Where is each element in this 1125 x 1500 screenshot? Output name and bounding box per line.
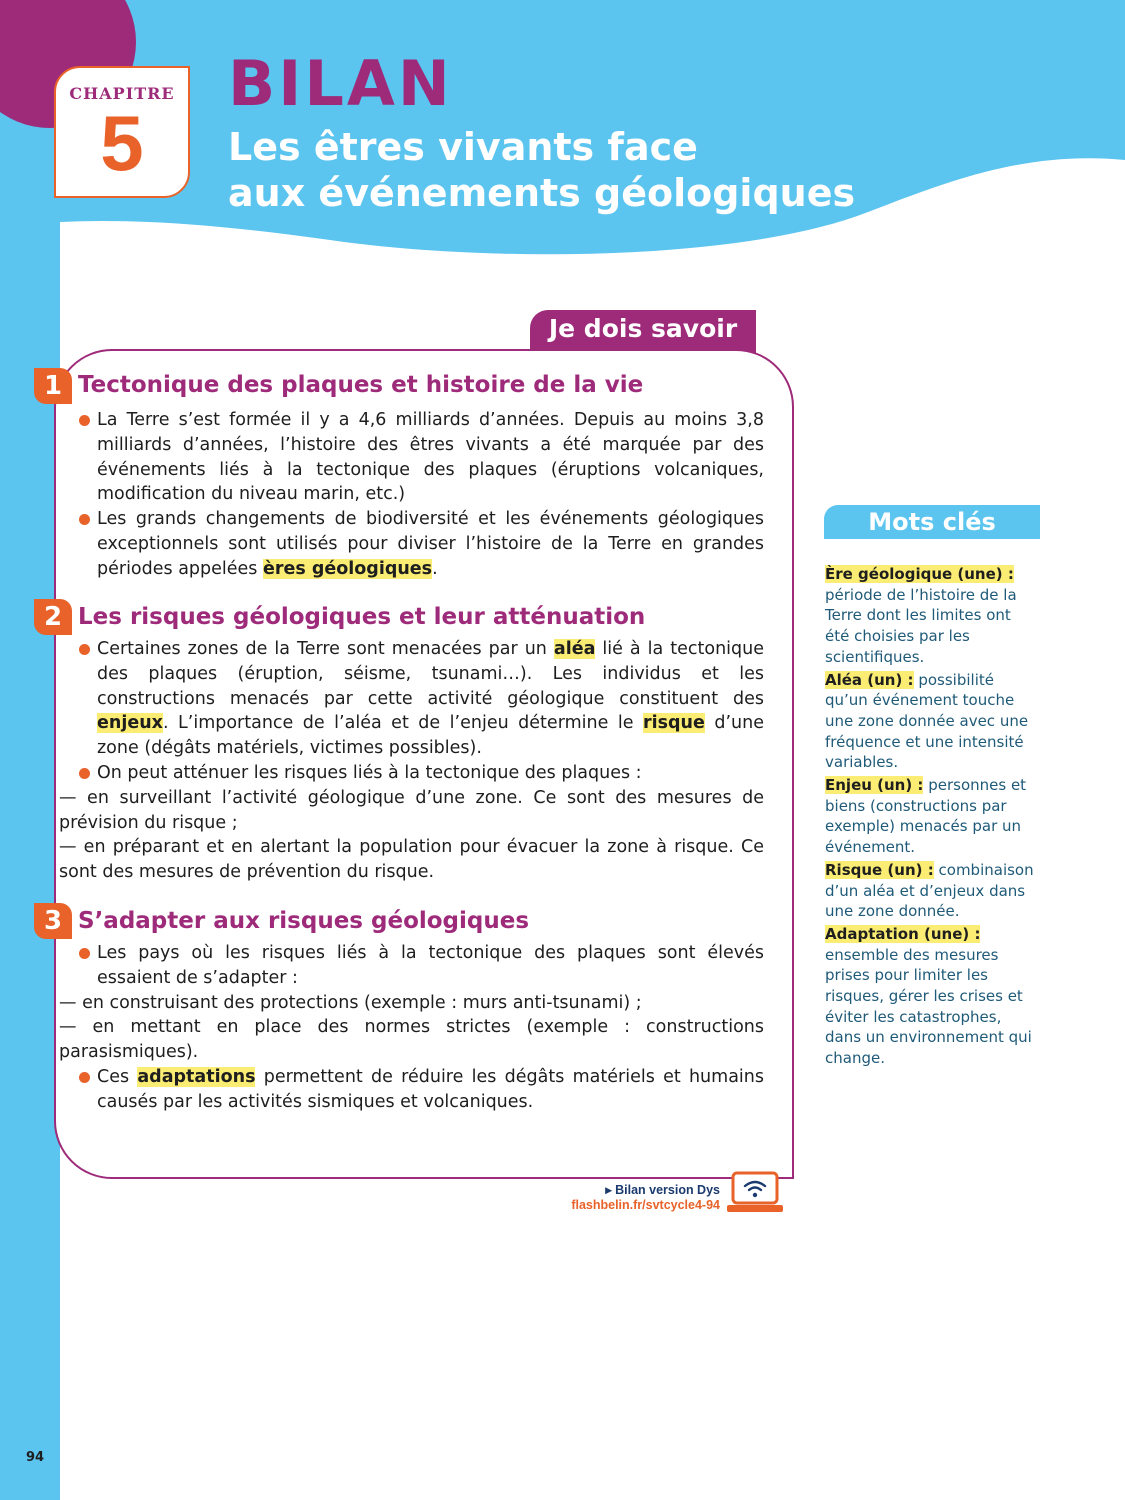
glossary-item — [825, 670, 1039, 774]
list-item: Ces adaptations permettent de réduire les dégâts matériels et humains causés par les activités sismiques et volcaniques. — [78, 1065, 764, 1115]
page-number: 94 — [26, 1450, 45, 1465]
chapter-number: 5 — [100, 99, 144, 187]
glossary-item — [825, 924, 1039, 1069]
glossary-term: Adaptation (une) : — [825, 924, 981, 943]
je-dois-savoir-tab: Je dois savoir — [530, 310, 756, 360]
section-1-number: 1 — [34, 368, 72, 404]
glossary-definition: période de l’histoire de la Terre dont les limites ont été choisies par les scientifiques. — [825, 585, 1017, 666]
section-2-body — [59, 637, 764, 885]
subtitle-line-2: aux événements géologiques — [228, 171, 856, 215]
section-1-body — [78, 408, 764, 582]
laptop-wifi-icon[interactable] — [726, 1170, 784, 1216]
glossary-definition: ensemble des mesures prises pour limiter les risques, gérer les crises et éviter les catastrophes, dans un environnement qui change. — [825, 945, 1032, 1068]
list-item: La Terre s’est formée il y a 4,6 milliards d’années. Depuis au moins 3,8 milliards d’années, l’histoire des êtres vivants a été marquée par des événements liés à la tectonique des plaques (éruptions volcaniques, modification du niveau marin, etc.) — [78, 408, 764, 507]
highlight-risque: risque — [642, 713, 705, 734]
list-item: Les grands changements de biodiversité et les événements géologiques exceptionnels sont utilisés pour diviser l’histoire de la Terre en grandes périodes appelées ères géologiques. — [78, 507, 764, 581]
glossary-term: Aléa (un) : — [825, 670, 914, 689]
mots-cles-list — [825, 564, 1039, 1071]
glossary-term: Risque (un) : — [825, 860, 934, 879]
glossary-definition: possibilité qu’un événement touche une zone donnée avec une fréquence et une intensité variables. — [825, 670, 1029, 772]
je-dois-savoir-box — [43, 349, 794, 1179]
highlight-alea: aléa — [553, 639, 596, 659]
list-item: Les pays où les risques liés à la tectonique des plaques sont élevés essaient de s’adapter : — [78, 941, 764, 991]
chapter-badge — [54, 66, 190, 198]
glossary-term: Ère géologique (une) : — [825, 565, 1014, 583]
dash-item: — en construisant des protections (exemple : murs anti-tsunami) ; — [59, 992, 642, 1013]
dash-item: — en surveillant l’activité géologique d’une zone. Ce sont des mesures de prévision du risque ; — [59, 787, 764, 833]
page-title: BILAN — [228, 47, 453, 120]
section-1-title: Tectonique des plaques et histoire de la vie — [78, 372, 644, 398]
dys-version-link[interactable] — [520, 1183, 720, 1213]
section-3-number: 3 — [34, 903, 72, 939]
section-3-title: S’adapter aux risques géologiques — [78, 908, 530, 934]
glossary-term: Enjeu (un) : — [825, 776, 924, 795]
chapter-label: CHAPITRE — [69, 84, 175, 103]
chapter-subtitle — [228, 124, 988, 216]
subtitle-line-1: Les êtres vivants face — [228, 125, 698, 169]
dys-url[interactable]: flashbelin.fr/svtcycle4-94 — [571, 1198, 720, 1212]
glossary-item — [825, 564, 1039, 668]
section-2-title: Les risques géologiques et leur atténuation — [78, 604, 646, 630]
mots-cles-tab: Mots clés — [824, 505, 1040, 539]
glossary-item — [825, 775, 1039, 858]
list-item: On peut atténuer les risques liés à la tectonique des plaques : — [78, 761, 764, 786]
left-sky-strip — [0, 0, 60, 1500]
highlight-adaptations: adaptations — [137, 1066, 256, 1087]
section-3-body — [59, 941, 764, 1115]
dash-item: — en mettant en place des normes strictes (exemple : constructions parasismiques). — [59, 1017, 764, 1063]
list-item: Certaines zones de la Terre sont menacées par un aléa lié à la tectonique des plaques (éruption, séisme, tsunami…). Les individus et les constructions menacés par cette activité géologique constituent des enjeux. L’importance de l’aléa et de l’enjeu détermine le risque d’une zone (dégâts matériels, victimes possibles). — [78, 637, 764, 761]
dash-item: — en préparant et en alertant la population pour évacuer la zone à risque. Ce sont des mesures de prévention du risque. — [59, 837, 764, 883]
highlight-enjeux: enjeux — [97, 713, 163, 734]
section-2-number: 2 — [34, 599, 72, 635]
dys-label[interactable]: ▸ Bilan version Dys — [605, 1183, 720, 1197]
glossary-definition: personnes et biens (constructions par exemple) menacés par un événement. — [825, 776, 1027, 857]
highlight-eres-geologiques: ères géologiques — [262, 558, 433, 579]
glossary-item — [825, 860, 1039, 922]
glossary-definition: combinaison d’un aléa et d’enjeux dans une zone donnée. — [825, 860, 1034, 921]
